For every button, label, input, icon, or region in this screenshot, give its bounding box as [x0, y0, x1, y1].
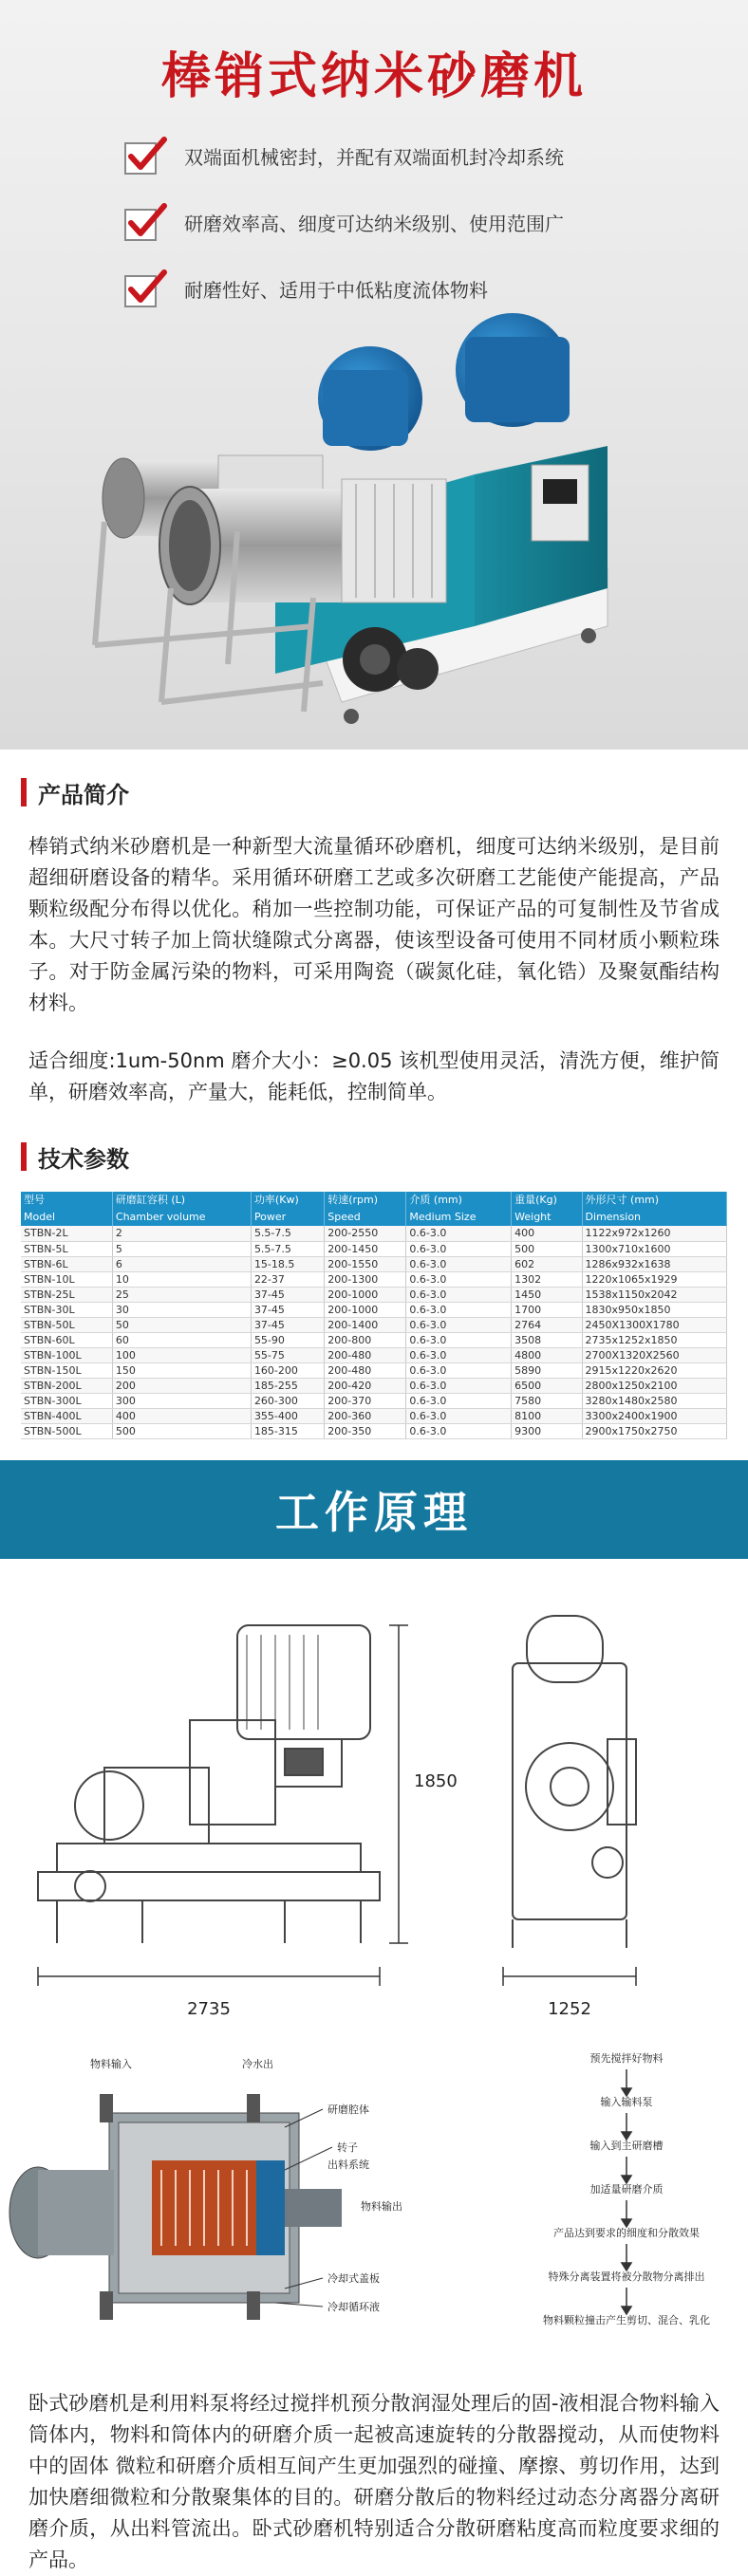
table-cell: 60: [112, 1332, 251, 1347]
table-row: [21, 1393, 727, 1408]
table-cell: 185-255: [251, 1378, 324, 1393]
table-cell: 5: [112, 1241, 251, 1256]
hero-section: [0, 0, 748, 750]
header-cell: Weight: [512, 1209, 582, 1226]
table-cell: 602: [512, 1256, 582, 1271]
principle-description: 卧式砂磨机是利用料泵将经过搅拌机预分散润湿处理后的固-液相混合物料输入筒体内，物料和筒体内的研磨介质一起被高速旋转的分散器搅动，从而使物料中的固体 微粒和研磨介质相互间产生更加强烈的碰撞、摩擦、剪切作用，达到加快磨细微粒和分散聚集体的目的。研磨分散后的物料经过动态分离器分离研磨介质，从出料管流出。卧式砂磨机特别适合分散研磨粘度高而粒度要求细的产品。: [28, 2391, 720, 2571]
table-cell: STBN-100L: [21, 1347, 112, 1362]
flow-step: 输入输料泵: [600, 2095, 653, 2108]
table-cell: STBN-10L: [21, 1271, 112, 1287]
intro-paragraph: 棒销式纳米砂磨机是一种新型大流量循环砂磨机，细度可达纳米级别，是目前超细研磨设备的精华。采用循环研磨工艺或多次研磨工艺能使产能提高，产品颗粒级配分布得以优化。稍加一些控制功能，可保证产品的可复制性及节省成本。大尺寸转子加上筒状缝隙式分离器，使该型设备可使用不同材质小颗粒珠子。对于防金属污染的物料，可采用陶瓷（碳氮化硅，氧化锆）及聚氨酯结构材料。: [28, 835, 720, 1014]
table-row: [21, 1378, 727, 1393]
table-cell: 200-2550: [325, 1226, 406, 1241]
table-cell: 1450: [512, 1287, 582, 1302]
table-cell: 1122x972x1260: [582, 1226, 726, 1241]
machine-photo: [0, 285, 748, 750]
table-cell: 200-480: [325, 1362, 406, 1378]
spec-table: [21, 1192, 727, 1439]
table-cell: 30: [112, 1302, 251, 1317]
table-cell: STBN-30L: [21, 1302, 112, 1317]
header-row-en: [21, 1209, 727, 1226]
table-cell: 200-360: [325, 1408, 406, 1423]
banner-title: 工作原理: [275, 1486, 473, 1538]
table-cell: STBN-50L: [21, 1317, 112, 1332]
feature-text: 双端面机械密封，并配有双端面机封冷却系统: [184, 145, 564, 169]
table-cell: 9300: [512, 1423, 582, 1438]
table-cell: 55-90: [251, 1332, 324, 1347]
header-cell: Power: [251, 1209, 324, 1226]
table-cell: STBN-150L: [21, 1362, 112, 1378]
table-cell: 0.6-3.0: [406, 1287, 512, 1302]
intro-paragraph-2: 适合细度:1um-50nm 磨介大小：≥0.05 该机型使用灵活，清洗方便，维护简单，研磨效率高，产量大，能耗低，控制简单。: [28, 1049, 720, 1103]
table-cell: 6500: [512, 1378, 582, 1393]
table-cell: 0.6-3.0: [406, 1317, 512, 1332]
table-cell: 1300x710x1600: [582, 1241, 726, 1256]
table-row: [21, 1302, 727, 1317]
table-row: [21, 1423, 727, 1438]
table-cell: 500: [112, 1423, 251, 1438]
header-cell: Speed: [325, 1209, 406, 1226]
table-cell: 200-800: [325, 1332, 406, 1347]
table-cell: 3280x1480x2580: [582, 1393, 726, 1408]
table-cell: 5.5-7.5: [251, 1241, 324, 1256]
table-cell: 25: [112, 1287, 251, 1302]
table-cell: 0.6-3.0: [406, 1241, 512, 1256]
table-cell: 400: [112, 1408, 251, 1423]
principle-banner: [0, 1460, 748, 1559]
section-title: 技术参数: [38, 1145, 129, 1173]
flow-step: 预先搅拌好物料: [589, 2051, 664, 2065]
table-cell: 0.6-3.0: [406, 1256, 512, 1271]
table-cell: 50: [112, 1317, 251, 1332]
table-cell: 200-480: [325, 1347, 406, 1362]
header-row-cn: [21, 1192, 727, 1209]
checkbox-check-icon: [123, 136, 167, 176]
section-bar: [21, 778, 27, 806]
label-discharge: 出料系统: [327, 2158, 369, 2171]
table-cell: 37-45: [251, 1302, 324, 1317]
header-cell: 功率(Kw): [251, 1192, 324, 1209]
table-cell: 0.6-3.0: [406, 1408, 512, 1423]
hero-title: 棒销式纳米砂磨机: [160, 48, 587, 105]
table-cell: 200-350: [325, 1423, 406, 1438]
table-cell: 2735x1252x1850: [582, 1332, 726, 1347]
feature-item: [123, 133, 564, 178]
table-cell: STBN-500L: [21, 1423, 112, 1438]
table-cell: 400: [512, 1226, 582, 1241]
table-row: [21, 1362, 727, 1378]
table-cell: 1220x1065x1929: [582, 1271, 726, 1287]
table-row: [21, 1271, 727, 1287]
table-cell: 0.6-3.0: [406, 1302, 512, 1317]
header-cell: Model: [21, 1209, 112, 1226]
label-rotor: 转子: [337, 2140, 358, 2154]
flow-step: 特殊分离装置将被分散物分离排出: [548, 2270, 705, 2283]
table-cell: 1830x950x1850: [582, 1302, 726, 1317]
table-row: [21, 1241, 727, 1256]
section-bar: [21, 1142, 27, 1171]
header-cell: 外形尺寸 (mm): [582, 1192, 726, 1209]
table-cell: 15-18.5: [251, 1256, 324, 1271]
feature-text: 耐磨性好、适用于中低粘度流体物料: [184, 278, 488, 302]
table-cell: STBN-200L: [21, 1378, 112, 1393]
table-cell: 0.6-3.0: [406, 1347, 512, 1362]
table-cell: 2764: [512, 1317, 582, 1332]
table-cell: 500: [512, 1241, 582, 1256]
table-cell: 2800x1250x2100: [582, 1378, 726, 1393]
intro-section-header: [21, 776, 748, 808]
depth-dimension-label: 1252: [548, 1998, 591, 2019]
table-cell: 3300x2400x1900: [582, 1408, 726, 1423]
table-cell: STBN-60L: [21, 1332, 112, 1347]
label-chamber: 研磨腔体: [327, 2103, 369, 2116]
header-cell: 介质 (mm): [406, 1192, 512, 1209]
table-cell: 200-1400: [325, 1317, 406, 1332]
table-cell: 0.6-3.0: [406, 1271, 512, 1287]
table-cell: 0.6-3.0: [406, 1226, 512, 1241]
table-row: [21, 1332, 727, 1347]
header-cell: 重量(Kg): [512, 1192, 582, 1209]
label-feed-in: 物料输入: [90, 2057, 132, 2070]
table-row: [21, 1317, 727, 1332]
header-cell: 研磨缸容积 (L): [112, 1192, 251, 1209]
feature-item: [123, 199, 564, 245]
label-cooling-out: 冷水出: [242, 2057, 273, 2070]
table-cell: 1538x1150x2042: [582, 1287, 726, 1302]
flow-step: 产品达到要求的细度和分散效果: [553, 2226, 700, 2239]
table-cell: 0.6-3.0: [406, 1393, 512, 1408]
table-cell: 200-1550: [325, 1256, 406, 1271]
table-cell: 7580: [512, 1393, 582, 1408]
table-cell: 300: [112, 1393, 251, 1408]
table-cell: STBN-400L: [21, 1408, 112, 1423]
table-cell: 2915x1220x2620: [582, 1362, 726, 1378]
table-row: [21, 1256, 727, 1271]
table-cell: STBN-2L: [21, 1226, 112, 1241]
principle-diagram: [0, 2047, 748, 2379]
table-cell: 260-300: [251, 1393, 324, 1408]
dimension-drawing: [0, 1559, 748, 2043]
table-cell: 1302: [512, 1271, 582, 1287]
table-cell: 0.6-3.0: [406, 1332, 512, 1347]
table-cell: 8100: [512, 1408, 582, 1423]
table-cell: 55-75: [251, 1347, 324, 1362]
table-cell: 0.6-3.0: [406, 1378, 512, 1393]
table-cell: STBN-300L: [21, 1393, 112, 1408]
label-cover: 冷却式盖板: [327, 2271, 380, 2285]
section-title: 产品简介: [38, 781, 129, 808]
label-material-out: 物料输出: [361, 2199, 402, 2213]
table-row: [21, 1287, 727, 1302]
table-row: [21, 1347, 727, 1362]
spec-section-header: [21, 1140, 748, 1173]
table-cell: 160-200: [251, 1362, 324, 1378]
header-cell: Dimension: [582, 1209, 726, 1226]
table-row: [21, 1408, 727, 1423]
table-cell: STBN-25L: [21, 1287, 112, 1302]
header-cell: 转速(rpm): [325, 1192, 406, 1209]
table-cell: 200-420: [325, 1378, 406, 1393]
table-cell: 100: [112, 1347, 251, 1362]
table-cell: 1700: [512, 1302, 582, 1317]
feature-text: 研磨效率高、细度可达纳米级别、使用范围广: [184, 212, 564, 235]
table-cell: 2450X1300X1780: [582, 1317, 726, 1332]
table-cell: 3508: [512, 1332, 582, 1347]
table-cell: STBN-5L: [21, 1241, 112, 1256]
spec-table-wrapper: [21, 1192, 727, 1439]
header-cell: Chamber volume: [112, 1209, 251, 1226]
checkbox-check-icon: [123, 202, 167, 242]
table-cell: 22-37: [251, 1271, 324, 1287]
spec-table-header: [21, 1192, 727, 1226]
header-cell: 型号: [21, 1192, 112, 1209]
table-cell: 4800: [512, 1347, 582, 1362]
table-cell: 200-1300: [325, 1271, 406, 1287]
table-row: [21, 1226, 727, 1241]
table-cell: 1286x932x1638: [582, 1256, 726, 1271]
table-cell: 0.6-3.0: [406, 1423, 512, 1438]
label-coolant: 冷却循环液: [327, 2300, 380, 2313]
table-cell: 5890: [512, 1362, 582, 1378]
table-cell: 6: [112, 1256, 251, 1271]
table-cell: 2900x1750x2750: [582, 1423, 726, 1438]
header-cell: Medium Size: [406, 1209, 512, 1226]
flow-step: 加适量研磨介质: [589, 2182, 664, 2196]
flow-step: 物料颗粒撞击产生剪切、混合、乳化: [543, 2313, 710, 2326]
table-cell: STBN-6L: [21, 1256, 112, 1271]
table-cell: 200-1450: [325, 1241, 406, 1256]
table-cell: 150: [112, 1362, 251, 1378]
table-cell: 355-400: [251, 1408, 324, 1423]
table-cell: 200-370: [325, 1393, 406, 1408]
table-cell: 37-45: [251, 1317, 324, 1332]
table-cell: 0.6-3.0: [406, 1362, 512, 1378]
width-dimension-label: 2735: [187, 1998, 231, 2019]
height-dimension-label: 1850: [414, 1770, 458, 1791]
table-cell: 5.5-7.5: [251, 1226, 324, 1241]
table-cell: 2: [112, 1226, 251, 1241]
table-cell: 200-1000: [325, 1302, 406, 1317]
table-cell: 37-45: [251, 1287, 324, 1302]
flow-step: 输入到主研磨槽: [589, 2139, 664, 2152]
table-cell: 2700X1320X2560: [582, 1347, 726, 1362]
table-cell: 200-1000: [325, 1287, 406, 1302]
spec-table-body: [21, 1226, 727, 1438]
table-cell: 200: [112, 1378, 251, 1393]
table-cell: 10: [112, 1271, 251, 1287]
table-cell: 185-315: [251, 1423, 324, 1438]
